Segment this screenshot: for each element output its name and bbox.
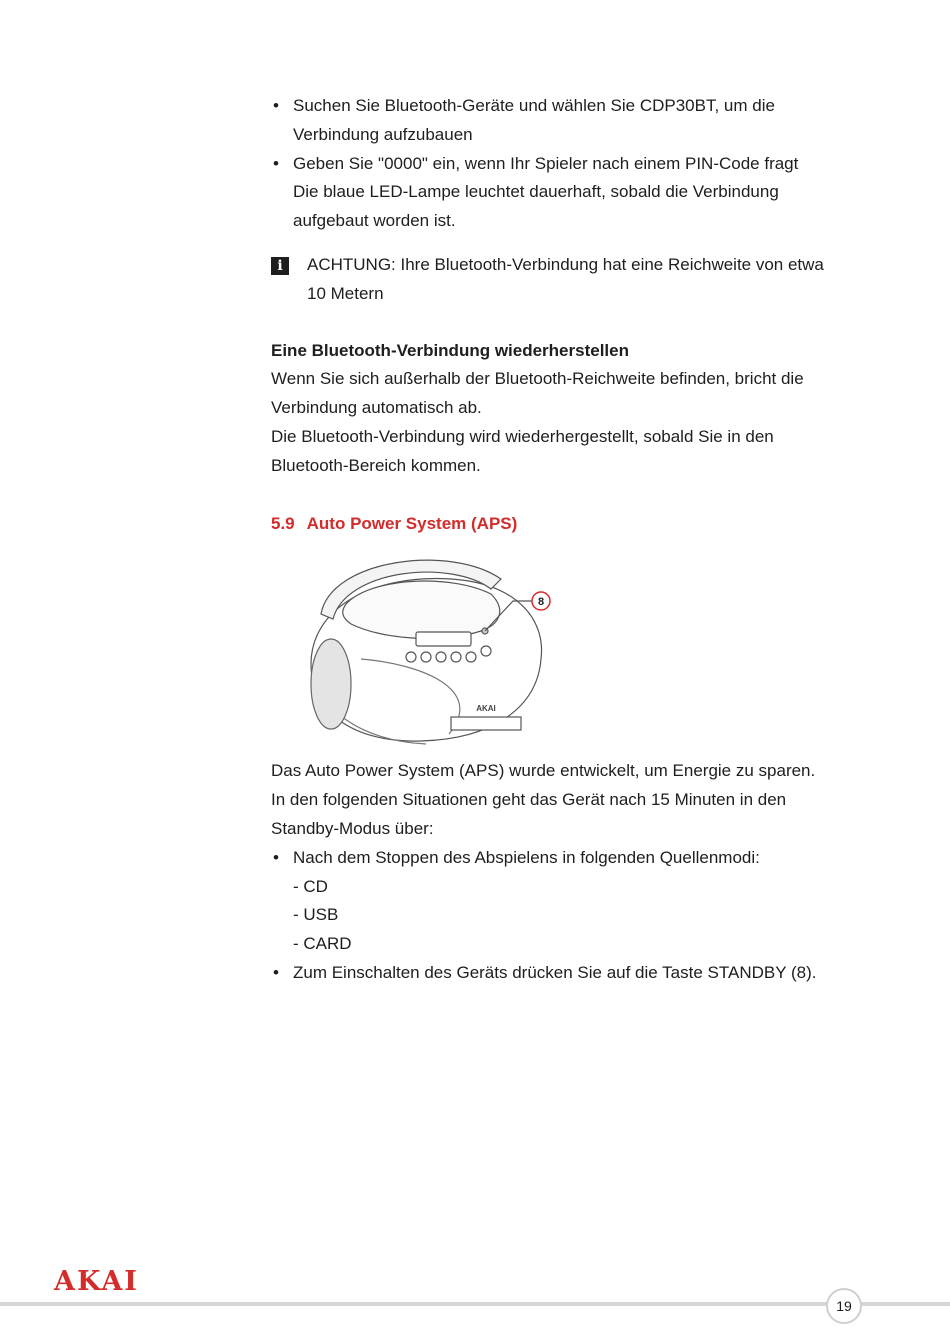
step-line: Die blaue LED-Lampe leuchtet dauerhaft, sobald die Verbindung (293, 182, 779, 202)
list-item (271, 92, 871, 150)
section-title: Auto Power System (APS) (306, 513, 518, 533)
note-line: ACHTUNG: Ihre Bluetooth-Verbindung hat eine Reichweite von etwa (307, 254, 824, 274)
reconnect-title: Eine Bluetooth-Verbindung wiederherstellen (271, 340, 629, 360)
page-content (271, 92, 871, 988)
note-line: 10 Metern (307, 283, 384, 303)
list-item (271, 150, 871, 236)
page-number: 19 (826, 1288, 862, 1324)
section-heading (271, 510, 871, 539)
footer-rule (0, 1302, 950, 1306)
aps-intro-line: Das Auto Power System (APS) wurde entwickelt, um Energie zu sparen. (271, 761, 816, 781)
info-icon: i (271, 257, 289, 275)
bluetooth-steps-list (271, 92, 871, 236)
step-line: • Suchen Sie Bluetooth-Geräte und wählen Sie CDP30BT, um die (293, 96, 775, 115)
source-mode: - CARD (293, 934, 352, 954)
step-line: aufgebaut worden ist. (293, 211, 456, 231)
callout-8-label: 8 (537, 596, 545, 609)
device-brand-label: AKAI (476, 704, 496, 714)
reconnect-line: Bluetooth-Bereich kommen. (271, 455, 481, 475)
section-number: 5.9 (271, 513, 295, 533)
list-item (271, 844, 871, 959)
aps-description (271, 757, 871, 987)
aps-intro-line: Standby-Modus über: (271, 818, 434, 838)
aps-intro-line: In den folgenden Situationen geht das Gerät nach 15 Minuten in den (271, 790, 787, 810)
source-mode: - CD (293, 876, 328, 896)
list-item (271, 959, 871, 988)
reconnect-line: Die Bluetooth-Verbindung wird wiederhergestellt, sobald Sie in den (271, 426, 774, 446)
akai-logo: AKAI (54, 1266, 139, 1297)
step-line: • Geben Sie "0000" ein, wenn Ihr Spieler nach einem PIN-Code fragt (293, 153, 799, 173)
attention-note (271, 251, 871, 309)
aps-bullet-text: • Zum Einschalten des Geräts drücken Sie auf die Taste STANDBY (8). (293, 962, 817, 982)
step-line: Verbindung aufzubauen (293, 124, 473, 144)
cd-player-illustration (301, 549, 561, 749)
reconnect-line: Verbindung automatisch ab. (271, 398, 482, 418)
source-mode: - USB (293, 905, 339, 925)
aps-conditions-list (271, 844, 871, 988)
aps-bullet-text: • Nach dem Stoppen des Abspielens in folgenden Quellenmodi: (293, 847, 760, 867)
reconnect-line: Wenn Sie sich außerhalb der Bluetooth-Reichweite befinden, bricht die (271, 369, 804, 389)
